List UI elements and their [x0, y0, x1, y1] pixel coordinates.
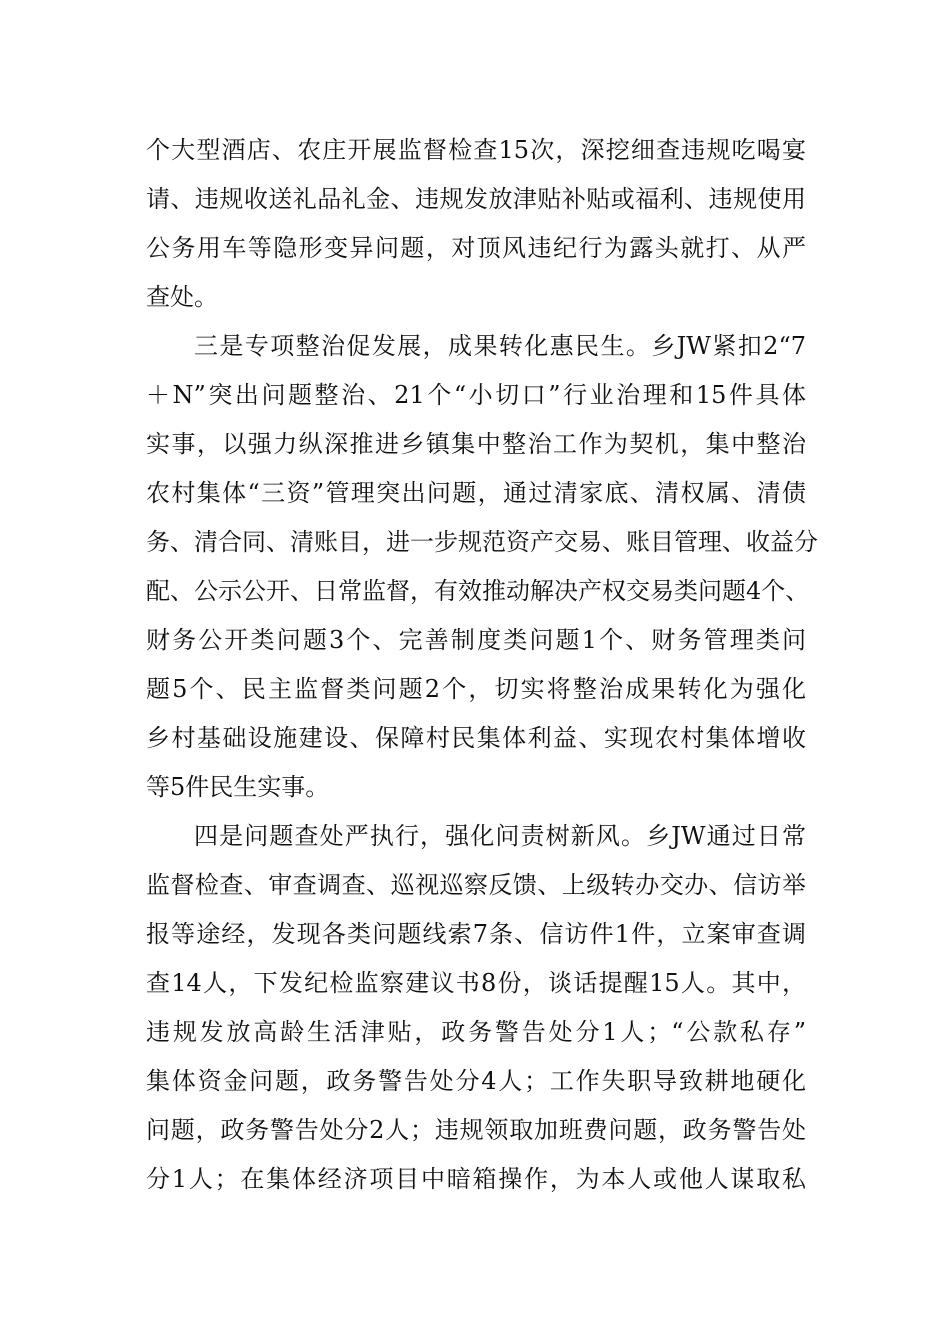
text-line: 务、清合同、清账目，进一步规范资产交易、账目管理、收益分: [146, 528, 818, 556]
text-line: 农村集体“三资”管理突出问题，通过清家底、清权属、清债: [146, 479, 806, 507]
text-line: 题5个、民主监督类问题2个，切实将整治成果转化为强化: [146, 675, 806, 703]
paragraph-2: [146, 322, 818, 812]
document-body: [146, 126, 818, 1204]
paragraph-1: [146, 126, 806, 322]
text-line: 违规发放高龄生活津贴，政务警告处分1人；“公款私存”: [146, 1018, 806, 1046]
text-line: 三是专项整治促发展，成果转化惠民生。乡JW紧扣2“7: [194, 332, 806, 360]
text-line: 查处。: [146, 283, 218, 311]
text-line: 请、违规收送礼品礼金、违规发放津贴补贴或福利、违规使用: [146, 185, 806, 213]
text-line: 个大型酒店、农庄开展监督检查15次，深挖细查违规吃喝宴: [146, 136, 806, 164]
text-line: 问题，政务警告处分2人；违规领取加班费问题，政务警告处: [146, 1116, 806, 1144]
text-line: 报等途经，发现各类问题线索7条、信访件1件，立案审查调: [146, 920, 806, 948]
paragraph-3: [146, 812, 806, 1204]
text-line: 四是问题查处严执行，强化问责树新风。乡JW通过日常: [194, 822, 806, 850]
text-line: 查14人，下发纪检监察建议书8份，谈话提醒15人。其中，: [146, 969, 806, 997]
text-line: 等5件民生实事。: [146, 773, 330, 801]
text-line: 分1人；在集体经济项目中暗箱操作，为本人或他人谋取私: [146, 1165, 806, 1193]
text-line: 配、公示公开、日常监督，有效推动解决产权交易类问题4个、: [146, 577, 810, 605]
text-line: 公务用车等隐形变异问题，对顶风违纪行为露头就打、从严: [146, 234, 806, 262]
text-line: 实事，以强力纵深推进乡镇集中整治工作为契机，集中整治: [146, 430, 806, 458]
text-line: ＋N”突出问题整治、21个“小切口”行业治理和15件具体: [146, 381, 806, 409]
text-line: 监督检查、审查调查、巡视巡察反馈、上级转办交办、信访举: [146, 871, 806, 899]
text-line: 乡村基础设施建设、保障村民集体利益、实现农村集体增收: [146, 724, 806, 752]
text-line: 集体资金问题，政务警告处分4人；工作失职导致耕地硬化: [146, 1067, 806, 1095]
text-line: 财务公开类问题3个、完善制度类问题1个、财务管理类问: [146, 626, 806, 654]
